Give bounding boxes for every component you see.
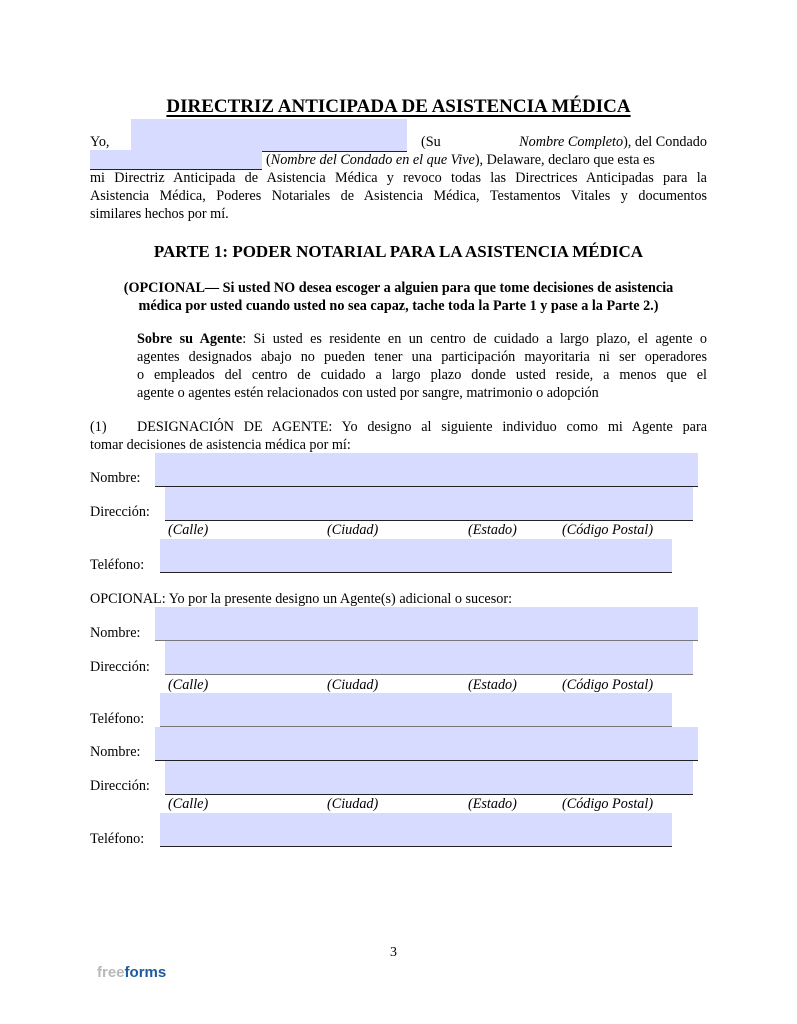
agent3-name-field[interactable]: [155, 727, 698, 761]
page-number: 3: [390, 945, 397, 960]
agent2-calle-hint: (Calle): [168, 677, 209, 693]
intro-line4: Asistencia Médica, Poderes Notariales de Asistencia Médica, Testamentos Vitales y documentos: [90, 188, 707, 204]
agent3-phone-field[interactable]: [160, 813, 672, 847]
postal-text: Código Postal: [566, 796, 649, 812]
agent1-estado-hint: (Estado): [468, 522, 517, 538]
agent1-postal-hint: (Código Postal): [562, 522, 654, 538]
optional-note-line2: médica por usted cuando usted no sea capaz, tache toda la Parte 1 y pase a la Parte 2.): [138, 298, 659, 314]
intro-su: (Su: [421, 134, 441, 150]
agent2-phone-label: Teléfono:: [90, 711, 145, 727]
optional-successor-text: OPCIONAL: Yo por la presente designo un Agente(s) adicional o sucesor:: [90, 591, 513, 607]
agent3-ciudad-hint: (Ciudad): [327, 796, 379, 812]
calle-text: Calle: [172, 796, 204, 812]
logo-free: free: [97, 964, 125, 981]
intro-del-condado: ), del Condado: [623, 134, 707, 150]
agent1-address-label: Dirección:: [90, 504, 150, 520]
part1-heading: PARTE 1: PODER NOTARIAL PARA LA ASISTENCIA MÉDICA: [153, 242, 644, 261]
postal-text: Código Postal: [566, 677, 649, 693]
about-agent-line2: agentes designados abajo no pueden tener una participación mayoritaria ni ser operadores: [137, 349, 707, 365]
postal-text: Código Postal: [566, 522, 649, 538]
agent3-address-field[interactable]: [165, 761, 693, 795]
agent1-name-label: Nombre:: [90, 470, 141, 486]
logo-forms: forms: [124, 964, 167, 981]
agent3-estado-hint: (Estado): [468, 796, 517, 812]
estado-text: Estado: [472, 677, 513, 693]
intro-line2-tail: [266, 152, 655, 169]
estado-text: Estado: [472, 522, 513, 538]
about-agent-line3: o empleados del centro de cuidado a largo plazo donde usted reside, a menos que el: [137, 367, 707, 383]
freeforms-logo: [97, 964, 166, 981]
designation-number: (1): [90, 419, 107, 435]
agent2-ciudad-hint: (Ciudad): [327, 677, 379, 693]
intro-county-hint: Nombre del Condado en el que Vive: [270, 152, 475, 168]
agent2-address-field[interactable]: [165, 641, 693, 675]
intro-yo: Yo,: [90, 134, 110, 150]
ciudad-text: Ciudad: [331, 522, 374, 538]
intro-line3: mi Directriz Anticipada de Asistencia Médica y revoco todas las Directrices Anticipadas para la: [90, 170, 707, 186]
agent1-phone-field[interactable]: [160, 539, 672, 573]
about-agent-label: Sobre su Agente: [137, 331, 243, 347]
estado-text: Estado: [472, 796, 513, 812]
agent1-name-field[interactable]: [155, 453, 698, 487]
agent2-name-label: Nombre:: [90, 625, 141, 641]
optional-note-line1: (OPCIONAL— Si usted NO desea escoger a alguien para que tome decisiones de asistencia: [123, 280, 674, 296]
agent2-phone-field[interactable]: [160, 693, 672, 727]
agent3-calle-hint: (Calle): [168, 796, 209, 812]
ciudad-text: Ciudad: [331, 796, 374, 812]
agent1-address-field[interactable]: [165, 487, 693, 521]
calle-text: Calle: [172, 677, 204, 693]
designation-line1: DESIGNACIÓN DE AGENTE: Yo designo al siguiente individuo como mi Agente para: [137, 419, 707, 435]
agent2-postal-hint: (Código Postal): [562, 677, 654, 693]
ciudad-text: Ciudad: [331, 677, 374, 693]
intro-line5: similares hechos por mí.: [90, 206, 229, 222]
agent2-name-field[interactable]: [155, 607, 698, 641]
about-agent-line1: [137, 331, 707, 348]
agent1-ciudad-hint: (Ciudad): [327, 522, 379, 538]
county-field[interactable]: [90, 150, 262, 170]
about-agent-line4: agente o agentes estén relacionados con usted por sangre, matrimonio o adopción: [137, 385, 599, 401]
calle-text: Calle: [172, 522, 204, 538]
agent3-postal-hint: (Código Postal): [562, 796, 654, 812]
agent3-address-label: Dirección:: [90, 778, 150, 794]
intro-line2-rest: ), Delaware, declaro que esta es: [474, 152, 655, 168]
agent3-name-label: Nombre:: [90, 744, 141, 760]
agent1-calle-hint: (Calle): [168, 522, 209, 538]
paren-open: (: [266, 152, 271, 168]
intro-nombre-completo: Nombre Completo: [519, 134, 624, 150]
designation-line2: tomar decisiones de asistencia médica por mí:: [90, 437, 351, 453]
agent3-phone-label: Teléfono:: [90, 831, 145, 847]
full-name-field[interactable]: [131, 119, 407, 152]
intro-line1-tail: [421, 134, 707, 151]
about-agent-line1-text: : Si usted es residente en un centro de cuidado a largo plazo, el agente o: [242, 331, 708, 347]
agent1-phone-label: Teléfono:: [90, 557, 145, 573]
document-title: DIRECTRIZ ANTICIPADA DE ASISTENCIA MÉDICA: [166, 96, 631, 117]
agent2-address-label: Dirección:: [90, 659, 150, 675]
agent2-estado-hint: (Estado): [468, 677, 517, 693]
